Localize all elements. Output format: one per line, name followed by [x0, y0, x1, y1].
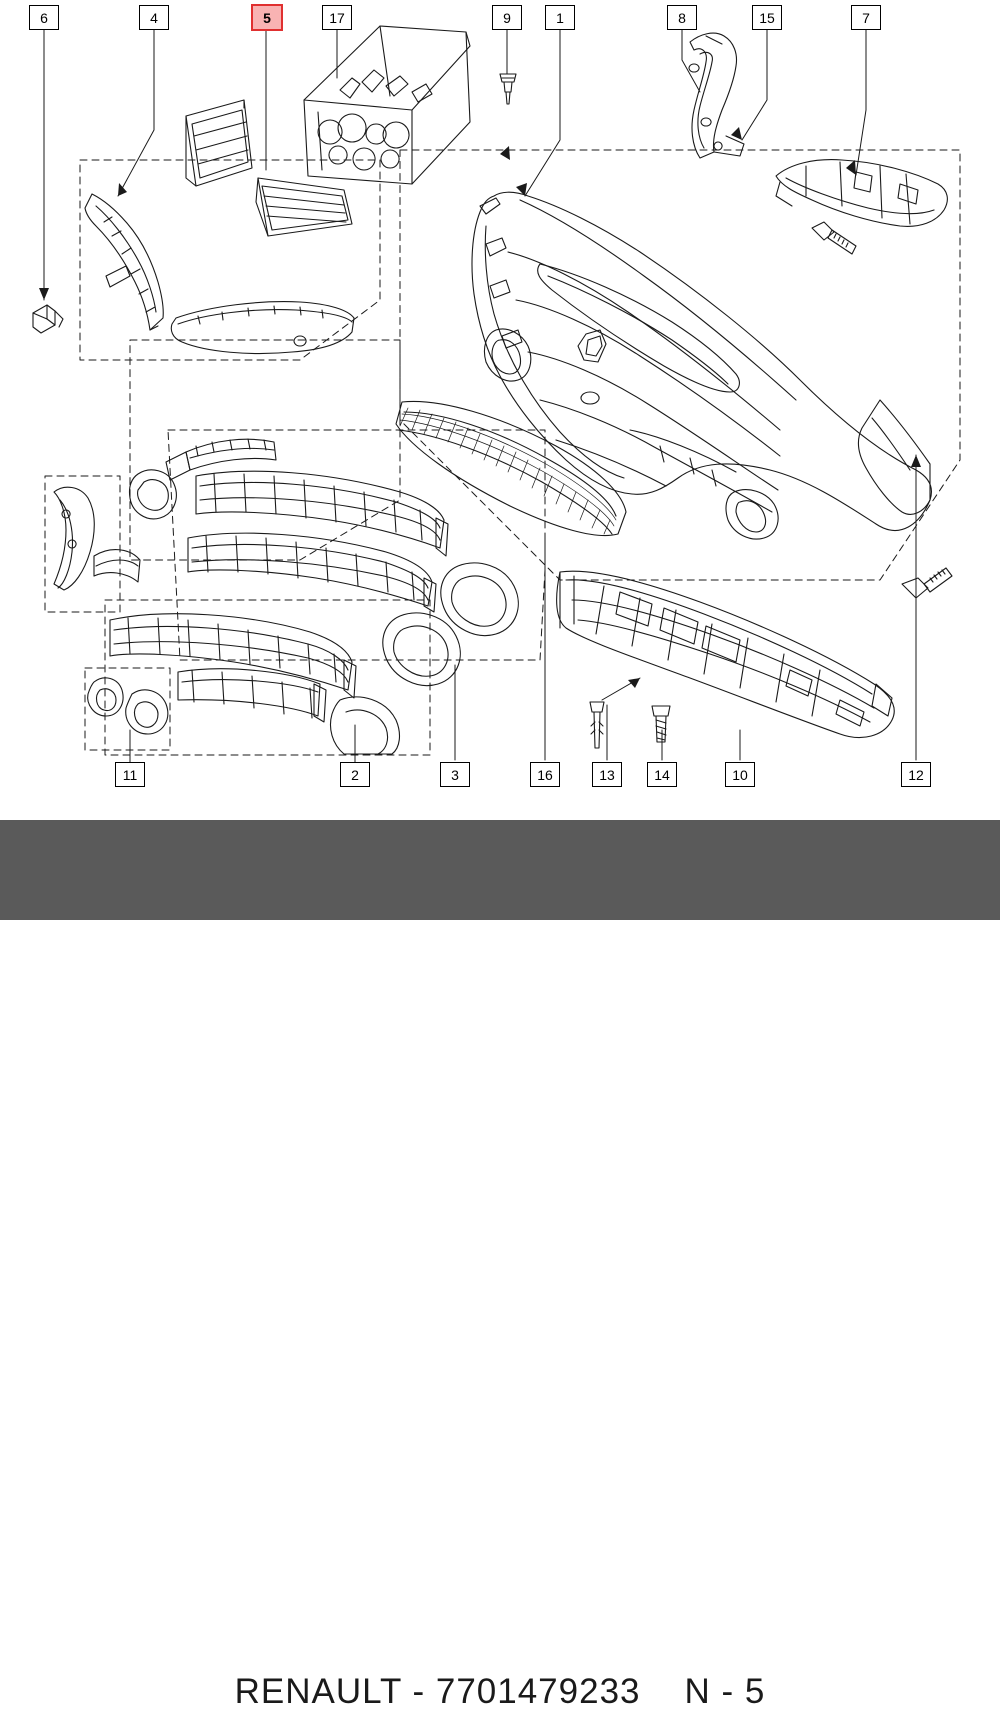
callout-6[interactable]: 6 [29, 5, 59, 30]
callout-16[interactable]: 16 [530, 762, 560, 787]
callout-17[interactable]: 17 [322, 5, 352, 30]
dashed-group-boxes [45, 150, 960, 755]
callout-1[interactable]: 1 [545, 5, 575, 30]
callout-4[interactable]: 4 [139, 5, 169, 30]
part-13-clip-pin [590, 702, 604, 748]
callout-7[interactable]: 7 [851, 5, 881, 30]
part-6-clip [33, 305, 63, 333]
callout-14[interactable]: 14 [647, 762, 677, 787]
part-1-front-bumper-skin [472, 192, 931, 539]
part-14-screw [652, 706, 670, 742]
part-group-lower-rails [54, 439, 518, 754]
leader-lines [44, 30, 916, 762]
part-4-upper-moulding [85, 194, 163, 330]
callout-3[interactable]: 3 [440, 762, 470, 787]
part-17-fastener-kit-box [304, 26, 470, 184]
callout-12[interactable]: 12 [901, 762, 931, 787]
callout-2[interactable]: 2 [340, 762, 370, 787]
callout-15[interactable]: 15 [752, 5, 782, 30]
part-7-bolt [812, 222, 856, 254]
footer-band [0, 820, 1000, 1711]
exploded-parts-drawing [0, 0, 1000, 820]
part-4b-lower-moulding [171, 302, 354, 354]
part-8-bumper-bracket-left [689, 33, 744, 158]
part-16-centre-grille [396, 401, 626, 535]
callout-8[interactable]: 8 [667, 5, 697, 30]
callout-9[interactable]: 9 [492, 5, 522, 30]
callout-11[interactable]: 11 [115, 762, 145, 787]
brand-part-number: RENAULT - 7701479233 [234, 1672, 641, 1711]
footer-plate [196, 1666, 804, 1718]
page-code: N - 5 [684, 1672, 766, 1711]
callout-13[interactable]: 13 [592, 762, 622, 787]
part-5b-grille-insert-lower [256, 178, 352, 236]
callout-5[interactable]: 5 [251, 4, 283, 31]
callout-10[interactable]: 10 [725, 762, 755, 787]
part-5-grille-insert [186, 100, 252, 186]
diagram-canvas [0, 0, 1000, 820]
part-12-bolt [902, 568, 952, 598]
part-15-bumper-bracket-right [776, 160, 947, 227]
part-9-push-rivet [500, 74, 516, 104]
